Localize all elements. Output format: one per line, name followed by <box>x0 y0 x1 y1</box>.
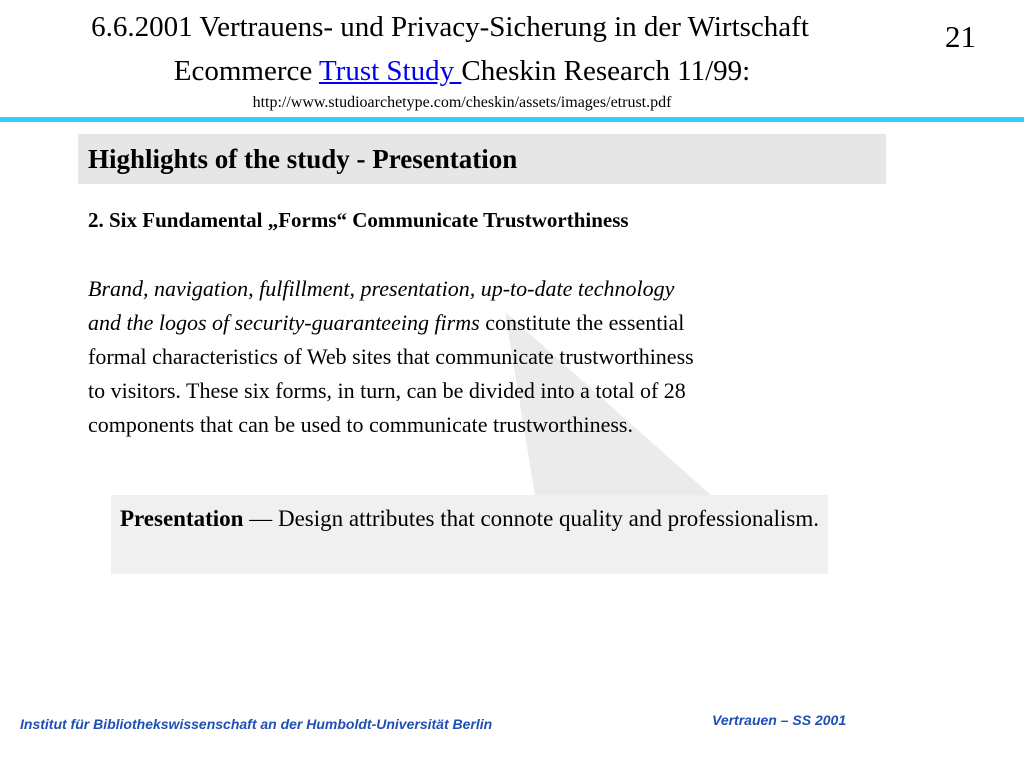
body-line <box>88 272 888 306</box>
page-number: 21 <box>945 19 976 54</box>
body-line: formal characteristics of Web sites that communicate trustworthiness <box>88 344 694 369</box>
body-line: to visitors. These six forms, in turn, can be divided into a total of 28 <box>88 378 686 403</box>
trust-study-link[interactable]: Trust Study <box>318 55 462 87</box>
body-italic-1: Brand, navigation, fulfillment, presentation, up-to-date technology <box>88 276 675 301</box>
title-suffix: Cheskin Research 11/99: <box>461 55 751 87</box>
source-url: http://www.studioarchetype.com/cheskin/assets/images/etrust.pdf <box>252 94 672 111</box>
callout-text <box>111 503 828 535</box>
footer-institution: Institut für Bibliothekswissenschaft an der Humboldt-Universität Berlin <box>20 716 493 732</box>
section-title: Highlights of the study - Presentation <box>88 144 518 174</box>
slide-title-line1: 6.6.2001 Vertrauens- und Privacy-Sicherung in der Wirtschaft <box>91 11 809 43</box>
body-italic-2: and the logos of security-guaranteeing firms <box>88 310 480 335</box>
title-prefix: Ecommerce <box>173 55 319 87</box>
callout-box <box>111 495 828 574</box>
footer-course: Vertrauen – SS 2001 <box>712 712 847 728</box>
body-line: components that can be used to communicate trustworthiness. <box>88 412 633 437</box>
callout-definition: — Design attributes that connote quality and professionalism. <box>243 506 820 531</box>
subheading: 2. Six Fundamental „Forms“ Communicate Trustworthiness <box>88 208 629 232</box>
body-paragraph <box>88 272 888 442</box>
callout-term: Presentation <box>119 506 244 531</box>
body-text-2: constitute the essential <box>479 310 685 335</box>
body-line <box>88 306 888 340</box>
